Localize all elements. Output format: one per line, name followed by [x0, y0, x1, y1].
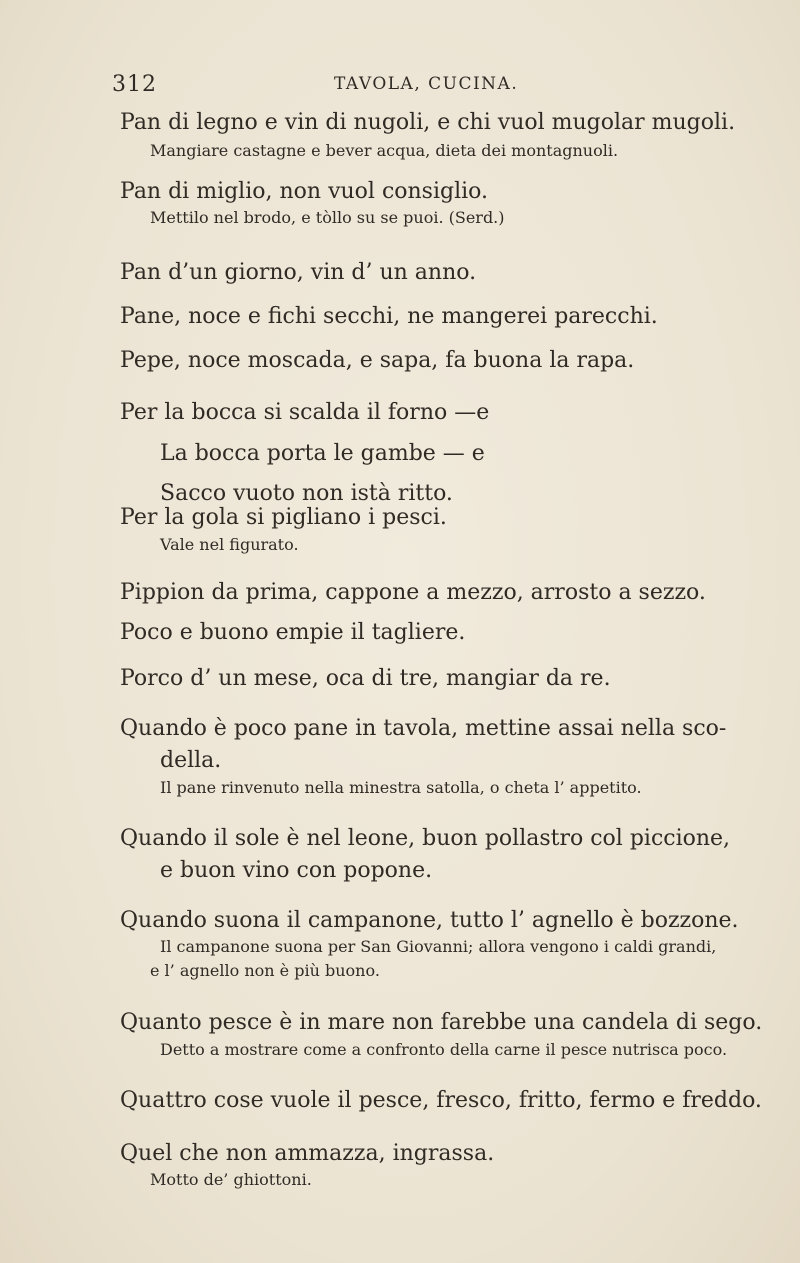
proverb-gloss: Il campanone suona per San Giovanni; allora vengono i caldi grandi, [160, 937, 717, 956]
proverb-gloss: Mangiare castagne e bever acqua, dieta dei montagnuoli. [150, 141, 619, 160]
proverb-line: Quattro cose vuole il pesce, fresco, fritto, fermo e freddo. [120, 1088, 762, 1113]
proverb-line: Quanto pesce è in mare non farebbe una candela di sego. [120, 1010, 763, 1035]
proverb-line: Quel che non ammazza, ingrassa. [120, 1141, 495, 1166]
proverb-line: Pan di legno e vin di nugoli, e chi vuol mugolar mugoli. [120, 110, 736, 135]
proverb-line: Pippion da prima, cappone a mezzo, arrosto a sezzo. [120, 580, 706, 605]
running-title: TAVOLA, CUCINA. [334, 74, 519, 94]
proverb-line: Per la bocca si scalda il forno —e [120, 400, 490, 425]
proverb-line: Sacco vuoto non istà ritto. [160, 481, 453, 506]
proverb-gloss: e l’ agnello non è più buono. [150, 961, 380, 980]
proverb-line: Pepe, noce moscada, e sapa, fa buona la rapa. [120, 348, 635, 373]
proverb-gloss: Il pane rinvenuto nella minestra satolla, o cheta l’ appetito. [160, 778, 642, 797]
proverb-gloss: Vale nel figurato. [160, 535, 299, 554]
proverb-line: Porco d’ un mese, oca di tre, mangiar da re. [120, 666, 611, 691]
proverb-line: Quando il sole è nel leone, buon pollastro col piccione, [120, 826, 731, 851]
page-number: 312 [112, 72, 157, 97]
proverb-line: Quando suona il campanone, tutto l’ agnello è bozzone. [120, 908, 739, 933]
proverb-line: Quando è poco pane in tavola, mettine assai nella sco- [120, 716, 727, 741]
proverb-gloss: Detto a mostrare come a confronto della carne il pesce nutrisca poco. [160, 1040, 728, 1059]
proverb-gloss: Mettilo nel brodo, e tòllo su se puoi. (Serd.) [150, 208, 505, 227]
proverb-line: Per la gola si pigliano i pesci. [120, 505, 447, 530]
proverb-line: e buon vino con popone. [160, 858, 433, 883]
proverb-line: Pan d’un giorno, vin d’ un anno. [120, 260, 477, 285]
proverb-gloss: Motto de’ ghiottoni. [150, 1170, 312, 1189]
proverb-line: della. [160, 748, 222, 773]
proverb-line: Poco e buono empie il tagliere. [120, 620, 466, 645]
proverb-line: Pane, noce e fichi secchi, ne mangerei parecchi. [120, 304, 658, 329]
proverb-line: La bocca porta le gambe — e [160, 441, 485, 466]
proverb-line: Pan di miglio, non vuol consiglio. [120, 179, 489, 204]
